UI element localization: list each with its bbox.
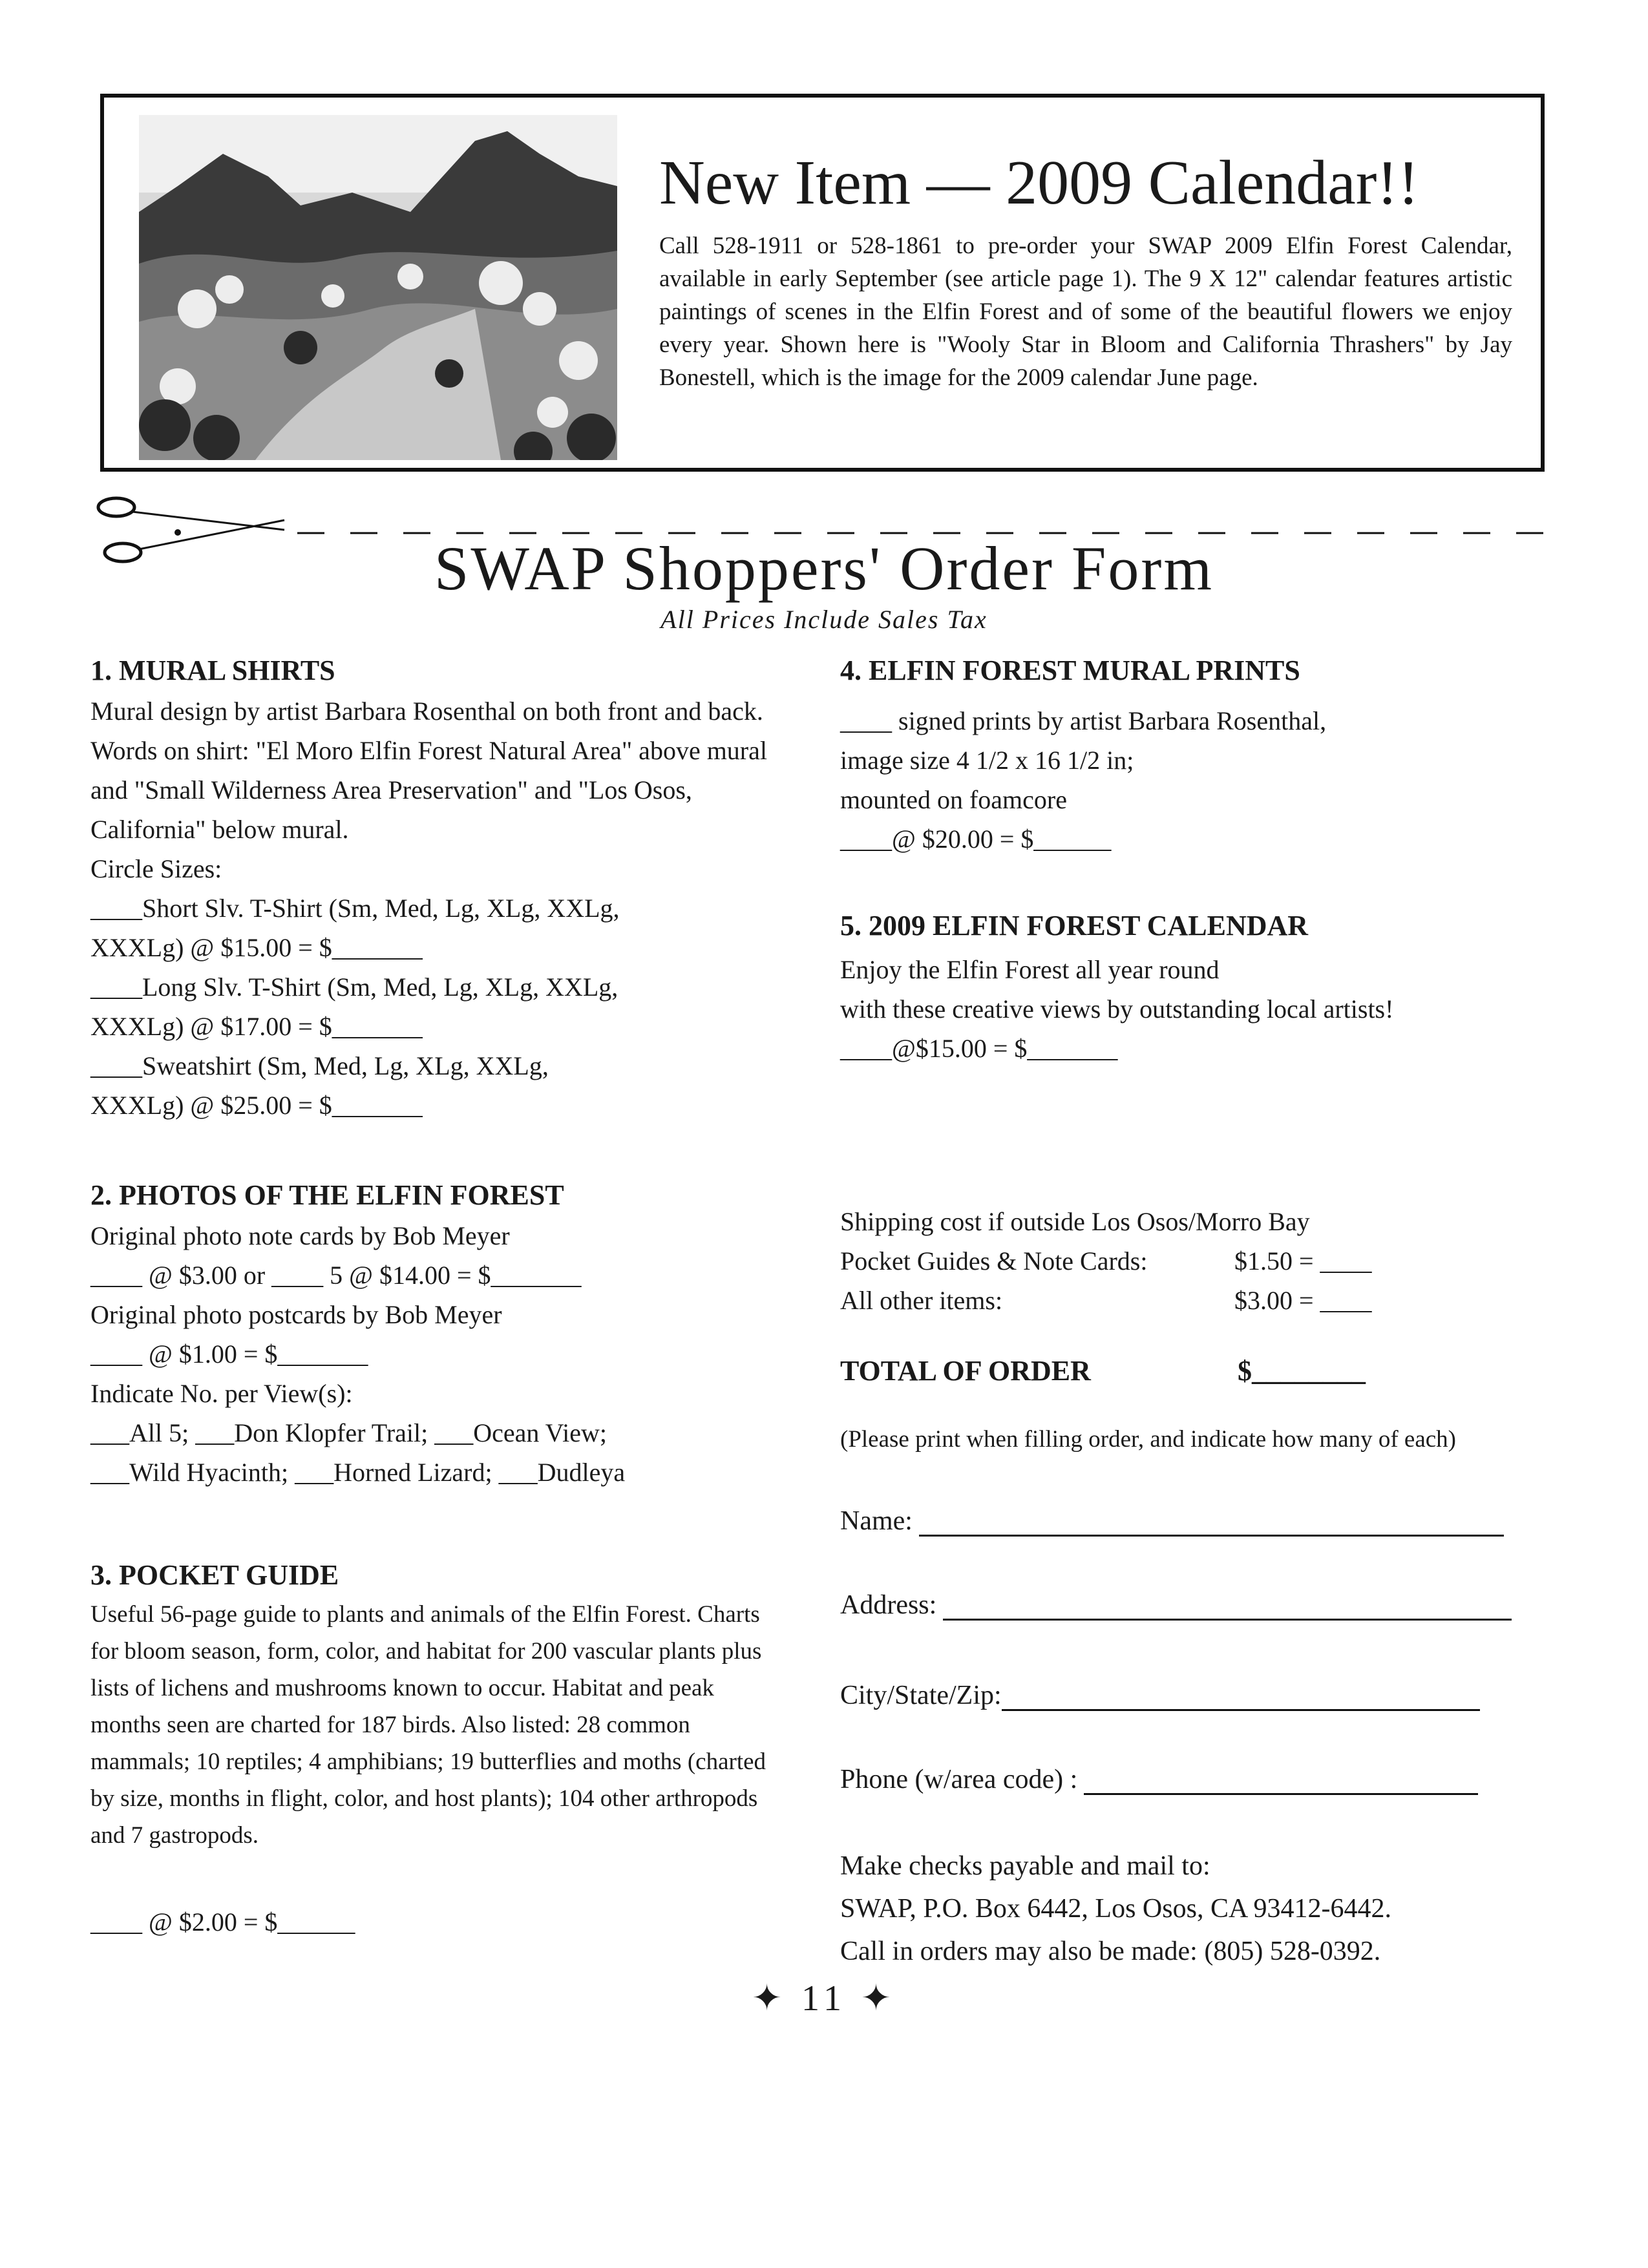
mail-line-3: Call in orders may also be made: (805) 528-0392.: [840, 1937, 1381, 1966]
notice-body: Call 528-1911 or 528-1861 to pre-order your SWAP 2009 Elfin Forest Calendar, available in early September (see article page 1). The 9 X 12" calendar features artistic paintings of scenes in the Elfin Forest and of some of the beautiful flowers we enjoy every year. Shown here is "Wooly Star in Bloom and California Thrashers" by Jay Bonestell, which is the image for the 2009 calendar June page.: [659, 233, 1512, 391]
total-label: TOTAL OF ORDER: [840, 1355, 1091, 1387]
city-state-zip-field[interactable]: [840, 1680, 1480, 1711]
shipping-other-label: All other items:: [840, 1286, 1003, 1315]
circle-sizes-label: Circle Sizes:: [90, 854, 222, 883]
mural-prints-price[interactable]: ____@ $20.00 = $______: [840, 824, 1112, 854]
pocket-guide-price[interactable]: ____ @ $2.00 = $______: [90, 1907, 355, 1937]
shipping-label: Shipping cost if outside Los Osos/Morro Bay: [840, 1207, 1310, 1236]
order-form-title: SWAP Shoppers' Order Form: [434, 534, 1214, 603]
city-state-zip-label: City/State/Zip:: [840, 1681, 1002, 1710]
mural-prints-line-3: mounted on foamcore: [840, 785, 1067, 814]
shipping-pocket-guides-label: Pocket Guides & Note Cards:: [840, 1246, 1148, 1276]
mural-prints-line-2: image size 4 1/2 x 16 1/2 in;: [840, 746, 1134, 775]
views-label: Indicate No. per View(s):: [90, 1379, 353, 1408]
long-sleeve-line-1[interactable]: ____Long Slv. T-Shirt (Sm, Med, Lg, XLg, XXLg,: [90, 972, 618, 1002]
section-calendar-heading: 5. 2009 ELFIN FOREST CALENDAR: [840, 910, 1309, 941]
postcards-label: Original photo postcards by Bob Meyer: [90, 1300, 502, 1329]
long-sleeve-line-2[interactable]: XXXLg) @ $17.00 = $_______: [90, 1012, 423, 1041]
total-value[interactable]: $________: [1238, 1355, 1366, 1387]
shipping-other-value[interactable]: $3.00 = ____: [1234, 1286, 1372, 1315]
calendar-line-1: Enjoy the Elfin Forest all year round: [840, 955, 1220, 984]
page-number: ✦ 11 ✦: [752, 1979, 896, 2019]
short-sleeve-line-1[interactable]: ____Short Slv. T-Shirt (Sm, Med, Lg, XLg, XXLg,: [90, 894, 620, 923]
address-input-line[interactable]: [943, 1593, 1512, 1621]
name-input-line[interactable]: [919, 1509, 1504, 1537]
phone-field[interactable]: [840, 1764, 1478, 1795]
views-options-2[interactable]: ___Wild Hyacinth; ___Horned Lizard; ___Dudleya: [90, 1458, 626, 1487]
section-mural-shirts-description: Mural design by artist Barbara Rosenthal on both front and back. Words on shirt: "El Moro Elfin Forest Natural Area" above mural and "Small Wilderness Area Preservation" and "Los Osos, California" below mural.: [90, 697, 767, 844]
calendar-line-2: with these creative views by outstanding local artists!: [840, 994, 1394, 1024]
postcards-price[interactable]: ____ @ $1.00 = $_______: [90, 1339, 368, 1369]
note-cards-price[interactable]: ____ @ $3.00 or ____ 5 @ $14.00 = $_______: [90, 1261, 582, 1290]
order-form-subtitle: All Prices Include Sales Tax: [660, 605, 988, 634]
notice-title: New Item — 2009 Calendar!!: [659, 148, 1419, 218]
calendar-painting-image: [139, 115, 617, 460]
mural-prints-line-1[interactable]: ____ signed prints by artist Barbara Rosenthal,: [840, 706, 1327, 735]
calendar-price[interactable]: ____@$15.00 = $_______: [840, 1034, 1118, 1063]
name-label: Name:: [840, 1506, 913, 1536]
views-options-1[interactable]: ___All 5; ___Don Klopfer Trail; ___Ocean View;: [90, 1418, 607, 1447]
section-photos-heading: 2. PHOTOS OF THE ELFIN FOREST: [90, 1179, 564, 1211]
sweatshirt-line-2[interactable]: XXXLg) @ $25.00 = $_______: [90, 1091, 423, 1120]
note-cards-label: Original photo note cards by Bob Meyer: [90, 1221, 510, 1250]
sweatshirt-line-1[interactable]: ____Sweatshirt (Sm, Med, Lg, XLg, XXLg,: [90, 1051, 549, 1080]
phone-label: Phone (w/area code) :: [840, 1765, 1078, 1794]
print-instructions: (Please print when filling order, and indicate how many of each): [840, 1426, 1457, 1453]
mail-line-1: Make checks payable and mail to:: [840, 1851, 1210, 1881]
shipping-pocket-guides-value[interactable]: $1.50 = ____: [1234, 1246, 1372, 1276]
short-sleeve-line-2[interactable]: XXXLg) @ $15.00 = $_______: [90, 933, 423, 962]
section-pocket-guide-heading: 3. POCKET GUIDE: [90, 1559, 339, 1591]
address-label: Address:: [840, 1590, 937, 1620]
address-field[interactable]: [840, 1590, 1512, 1621]
section-mural-prints-heading: 4. ELFIN FOREST MURAL PRINTS: [840, 655, 1300, 686]
pocket-guide-description: Useful 56-page guide to plants and animals of the Elfin Forest. Charts for bloom season, form, color, and habitat for 200 vascular plants plus lists of lichens and mushrooms known to occur. Habitat and peak months seen are charted for 187 birds. Also listed: 28 common mammals; 10 reptiles; 4 amphibians; 19 butterflies and moths (charted by size, months in flight, color, and host plants); 104 other arthropods and 7 gastropods.: [90, 1601, 766, 1849]
mail-line-2: SWAP, P.O. Box 6442, Los Osos, CA 93412-6442.: [840, 1894, 1391, 1924]
city-state-zip-input-line[interactable]: [1002, 1683, 1480, 1711]
phone-input-line[interactable]: [1084, 1767, 1478, 1795]
name-field[interactable]: [840, 1506, 1504, 1537]
section-mural-shirts-heading: 1. MURAL SHIRTS: [90, 655, 335, 686]
